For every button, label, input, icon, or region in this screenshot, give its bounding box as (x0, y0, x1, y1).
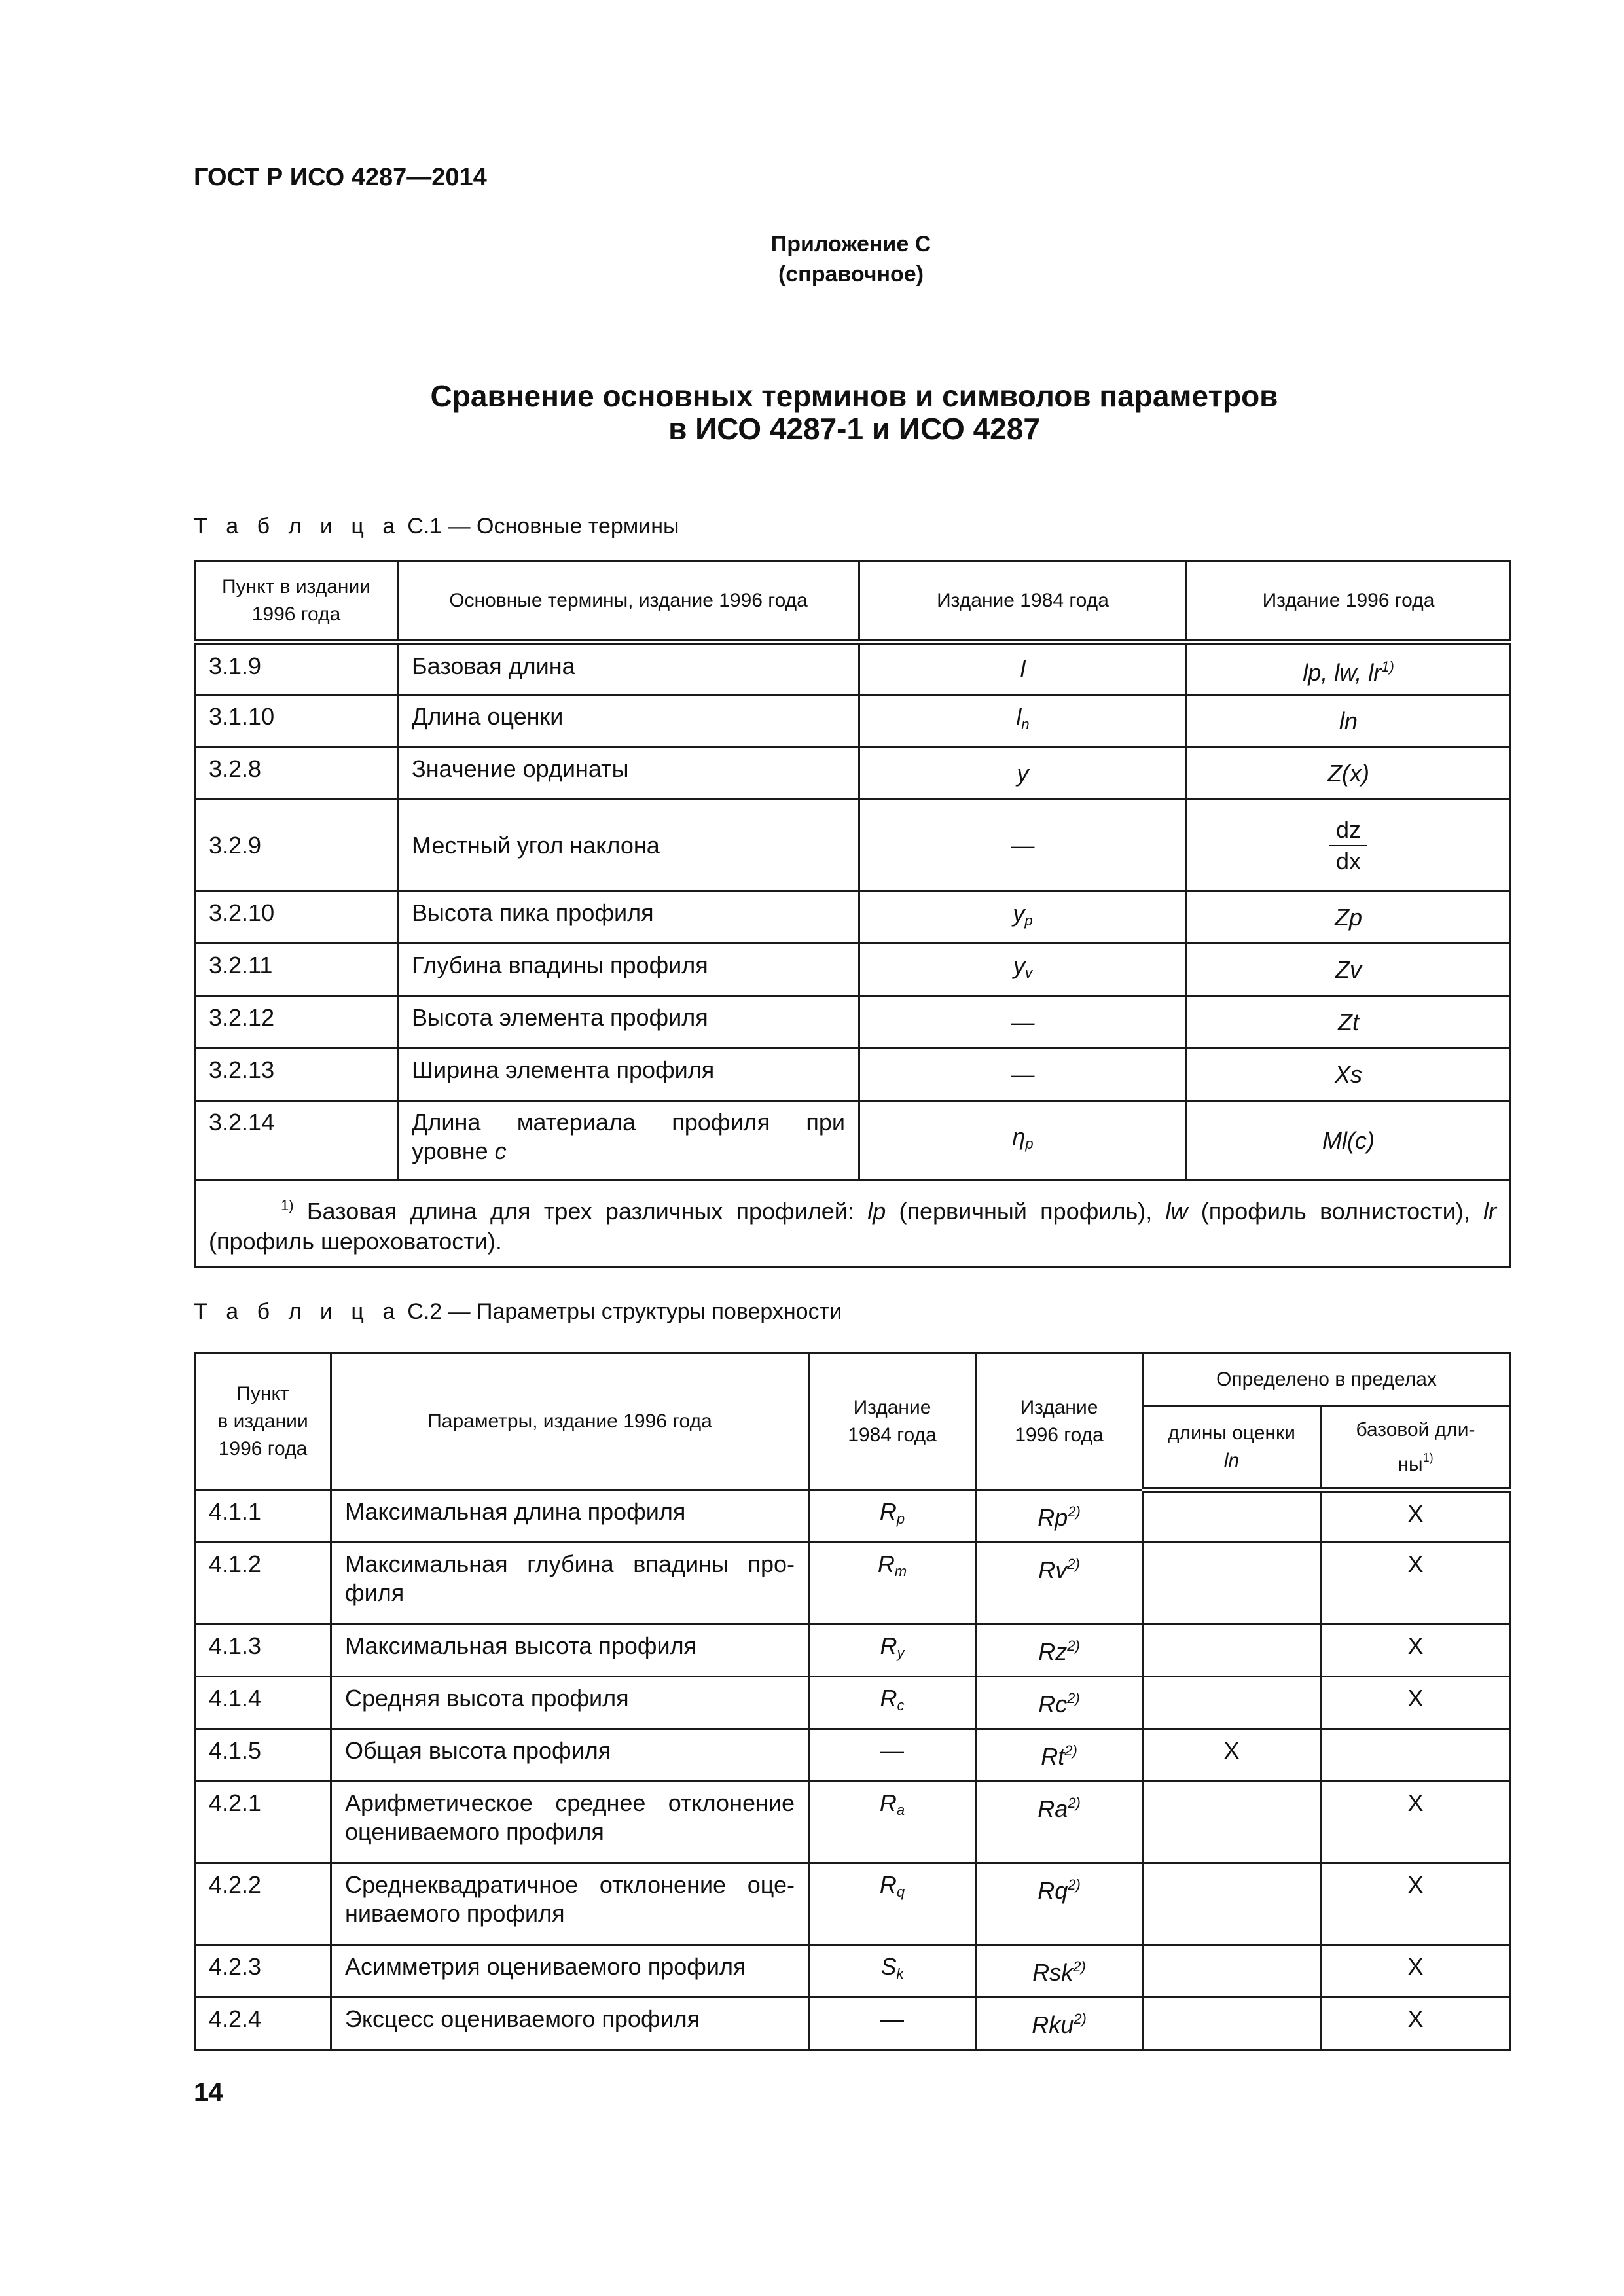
title-line-1: Сравнение основных терминов и символов параметров (430, 379, 1278, 413)
term-cell: Значение ординаты (398, 747, 859, 800)
sampling-length-cell: X (1321, 1543, 1511, 1624)
ed1996-cell: Ra$^{2)}$ (976, 1782, 1143, 1863)
term-cell: Базовая длина (398, 643, 859, 695)
table-row (195, 1101, 1511, 1181)
ed1996-cell: Rp$^{2)}$ (976, 1490, 1143, 1543)
table-row (195, 1624, 1511, 1677)
ed1996-cell: Rz$^{2)}$ (976, 1624, 1143, 1677)
term-cell: Ширина элемента профиля (398, 1049, 859, 1101)
clause-cell: 4.2.4 (195, 1998, 331, 2050)
table2-header-clause: Пункт в издании 1996 года (195, 1353, 331, 1490)
table2-header-evaluation-length: длины оценки ln (1143, 1407, 1321, 1490)
table-row (195, 1729, 1511, 1782)
evaluation-length-cell (1143, 1863, 1321, 1945)
page-title (288, 380, 1420, 445)
parameter-cell: Максимальная высота профиля (331, 1624, 809, 1677)
evaluation-length-cell (1143, 1624, 1321, 1677)
table-row (195, 1998, 1511, 2050)
clause-cell: 4.1.5 (195, 1729, 331, 1782)
document-code: ГОСТ Р ИСО 4287—2014 (194, 164, 487, 191)
clause-cell: 3.1.10 (195, 695, 398, 747)
table-row (195, 1490, 1511, 1543)
ed1984-cell: — (809, 1729, 976, 1782)
evaluation-length-cell (1143, 1677, 1321, 1729)
table1-header-1984: Издание 1984 года (859, 561, 1187, 643)
term-cell: Высота пика профиля (398, 891, 859, 944)
table1-header-clause: Пункт в издании 1996 года (195, 561, 398, 643)
table-row (195, 944, 1511, 996)
annex-type: (справочное) (778, 262, 924, 287)
ed1996-cell: Zt (1187, 996, 1511, 1049)
term-cell: Глубина впадины профиля (398, 944, 859, 996)
ed1984-cell: y (859, 747, 1187, 800)
fraction-denominator: dx (1335, 847, 1362, 874)
table1-caption-text: С.1 — Основные термины (401, 514, 679, 539)
clause-cell: 4.2.1 (195, 1782, 331, 1863)
evaluation-length-cell (1143, 1543, 1321, 1624)
clause-cell: 4.1.4 (195, 1677, 331, 1729)
page-number: 14 (194, 2078, 223, 2107)
term-line-1: Длина материала профиля при (412, 1109, 845, 1136)
ed1984-cell: $R_p$ (809, 1490, 976, 1543)
clause-cell: 3.2.10 (195, 891, 398, 944)
table1-caption (194, 514, 679, 539)
annex-label: Приложение С (770, 232, 931, 257)
parameter-cell: Эксцесс оцениваемого профиля (331, 1998, 809, 2050)
term-cell (398, 1101, 859, 1181)
term-cell: Высота элемента профиля (398, 996, 859, 1049)
table-row (195, 643, 1511, 695)
ed1996-cell: Rt$^{2)}$ (976, 1729, 1143, 1782)
ed1984-cell: — (859, 996, 1187, 1049)
table-row (195, 1049, 1511, 1101)
evaluation-length-cell (1143, 1490, 1321, 1543)
table2-caption-prefix: Т а б л и ц а (194, 1299, 401, 1324)
sampling-length-cell: X (1321, 1490, 1511, 1543)
parameter-cell: Арифметическое среднее отклонение оцениваемого профиля (331, 1782, 809, 1863)
ed1996-cell (1187, 800, 1511, 891)
table-row (195, 800, 1511, 891)
table-row (195, 1543, 1511, 1624)
ed1996-cell: Xs (1187, 1049, 1511, 1101)
ed1984-cell: $R_q$ (809, 1863, 976, 1945)
sampling-length-cell: X (1321, 1624, 1511, 1677)
ed1984-cell: l (859, 643, 1187, 695)
sampling-length-cell: X (1321, 1863, 1511, 1945)
title-line-2: в ИСО 4287-1 и ИСО 4287 (668, 412, 1040, 446)
clause-cell: 3.2.9 (195, 800, 398, 891)
table2-header-1984: Издание 1984 года (809, 1353, 976, 1490)
parameter-cell: Асимметрия оцениваемого профиля (331, 1945, 809, 1998)
clause-cell: 4.1.2 (195, 1543, 331, 1624)
table-row (195, 996, 1511, 1049)
parameter-cell: Максимальная глубина впадины про- филя (331, 1543, 809, 1624)
ed1996-cell: Z(x) (1187, 747, 1511, 800)
sampling-length-cell: X (1321, 1998, 1511, 2050)
derivative-fraction (1329, 815, 1367, 876)
table-row (195, 1945, 1511, 1998)
sampling-length-cell (1321, 1729, 1511, 1782)
table1-footnote-row (195, 1181, 1511, 1267)
table-row (195, 747, 1511, 800)
table-row (195, 891, 1511, 944)
table2-header-sampling-length: базовой дли- $ны^{1)}$ (1321, 1407, 1511, 1490)
table1-basic-terms (194, 560, 1511, 1268)
ed1984-cell: $R_c$ (809, 1677, 976, 1729)
sampling-length-cell: X (1321, 1945, 1511, 1998)
ed1984-cell: $R_a$ (809, 1782, 976, 1863)
clause-cell: 3.2.12 (195, 996, 398, 1049)
table2-caption (194, 1299, 842, 1325)
table2-caption-text: С.2 — Параметры структуры поверхности (401, 1299, 842, 1324)
table2-surface-parameters (194, 1352, 1511, 2051)
ed1996-cell: Ml(c) (1187, 1101, 1511, 1181)
table2-header-1996: Издание 1996 года (976, 1353, 1143, 1490)
ed1984-cell: $R_m$ (809, 1543, 976, 1624)
table2-header-parameter: Параметры, издание 1996 года (331, 1353, 809, 1490)
ed1984-cell: — (859, 1049, 1187, 1101)
clause-cell: 4.1.1 (195, 1490, 331, 1543)
clause-cell: 3.2.11 (195, 944, 398, 996)
table1-header-1996: Издание 1996 года (1187, 561, 1511, 643)
parameter-cell: Среднеквадратичное отклонение оце- ниваемого профиля (331, 1863, 809, 1945)
parameter-cell: Максимальная длина профиля (331, 1490, 809, 1543)
ed1984-cell: — (809, 1998, 976, 2050)
ed1996-cell: Rsk$^{2)}$ (976, 1945, 1143, 1998)
ed1996-cell: Rku$^{2)}$ (976, 1998, 1143, 2050)
ed1996-cell: Zv (1187, 944, 1511, 996)
evaluation-length-cell (1143, 1945, 1321, 1998)
clause-cell: 3.1.9 (195, 643, 398, 695)
table1-header-term: Основные термины, издание 1996 года (398, 561, 859, 643)
table-row (195, 1677, 1511, 1729)
table-row (195, 1863, 1511, 1945)
ed1996-cell: ln (1187, 695, 1511, 747)
table2-header-defined-within: Определено в пределах (1143, 1353, 1511, 1407)
term-cell: Местный угол наклона (398, 800, 859, 891)
clause-cell: 3.2.14 (195, 1101, 398, 1181)
term-line-2: уровне c (412, 1138, 507, 1164)
clause-cell: 4.2.3 (195, 1945, 331, 1998)
ed1984-cell: $y_p$ (859, 891, 1187, 944)
table-row (195, 695, 1511, 747)
ed1996-cell: Rc$^{2)}$ (976, 1677, 1143, 1729)
ed1984-cell: $S_k$ (809, 1945, 976, 1998)
parameter-cell: Средняя высота профиля (331, 1677, 809, 1729)
annex-heading (655, 229, 1047, 289)
term-cell: Длина оценки (398, 695, 859, 747)
ed1984-cell: — (859, 800, 1187, 891)
ed1984-cell: $l_n$ (859, 695, 1187, 747)
table1-footnote: $^{1)}$ Базовая длина для трех различных профилей: lp (первичный профиль), lw (профиль волнистости), lr (профиль шероховатости). (195, 1181, 1511, 1267)
clause-cell: 3.2.8 (195, 747, 398, 800)
clause-cell: 3.2.13 (195, 1049, 398, 1101)
ed1984-cell: $\eta_p$ (859, 1101, 1187, 1181)
evaluation-length-cell (1143, 1782, 1321, 1863)
ed1996-cell: Rq$^{2)}$ (976, 1863, 1143, 1945)
ed1996-cell: lp, lw, $lr^{1)}$ (1187, 643, 1511, 695)
sampling-length-cell: X (1321, 1677, 1511, 1729)
ed1996-cell: Rv$^{2)}$ (976, 1543, 1143, 1624)
table1-caption-prefix: Т а б л и ц а (194, 514, 401, 539)
ed1996-cell: Zp (1187, 891, 1511, 944)
parameter-cell: Общая высота профиля (331, 1729, 809, 1782)
fraction-numerator: dz (1329, 815, 1367, 846)
table-row (195, 1782, 1511, 1863)
sampling-length-cell: X (1321, 1782, 1511, 1863)
evaluation-length-cell (1143, 1998, 1321, 2050)
clause-cell: 4.2.2 (195, 1863, 331, 1945)
evaluation-length-cell: X (1143, 1729, 1321, 1782)
clause-cell: 4.1.3 (195, 1624, 331, 1677)
ed1984-cell: $R_y$ (809, 1624, 976, 1677)
ed1984-cell: $y_v$ (859, 944, 1187, 996)
